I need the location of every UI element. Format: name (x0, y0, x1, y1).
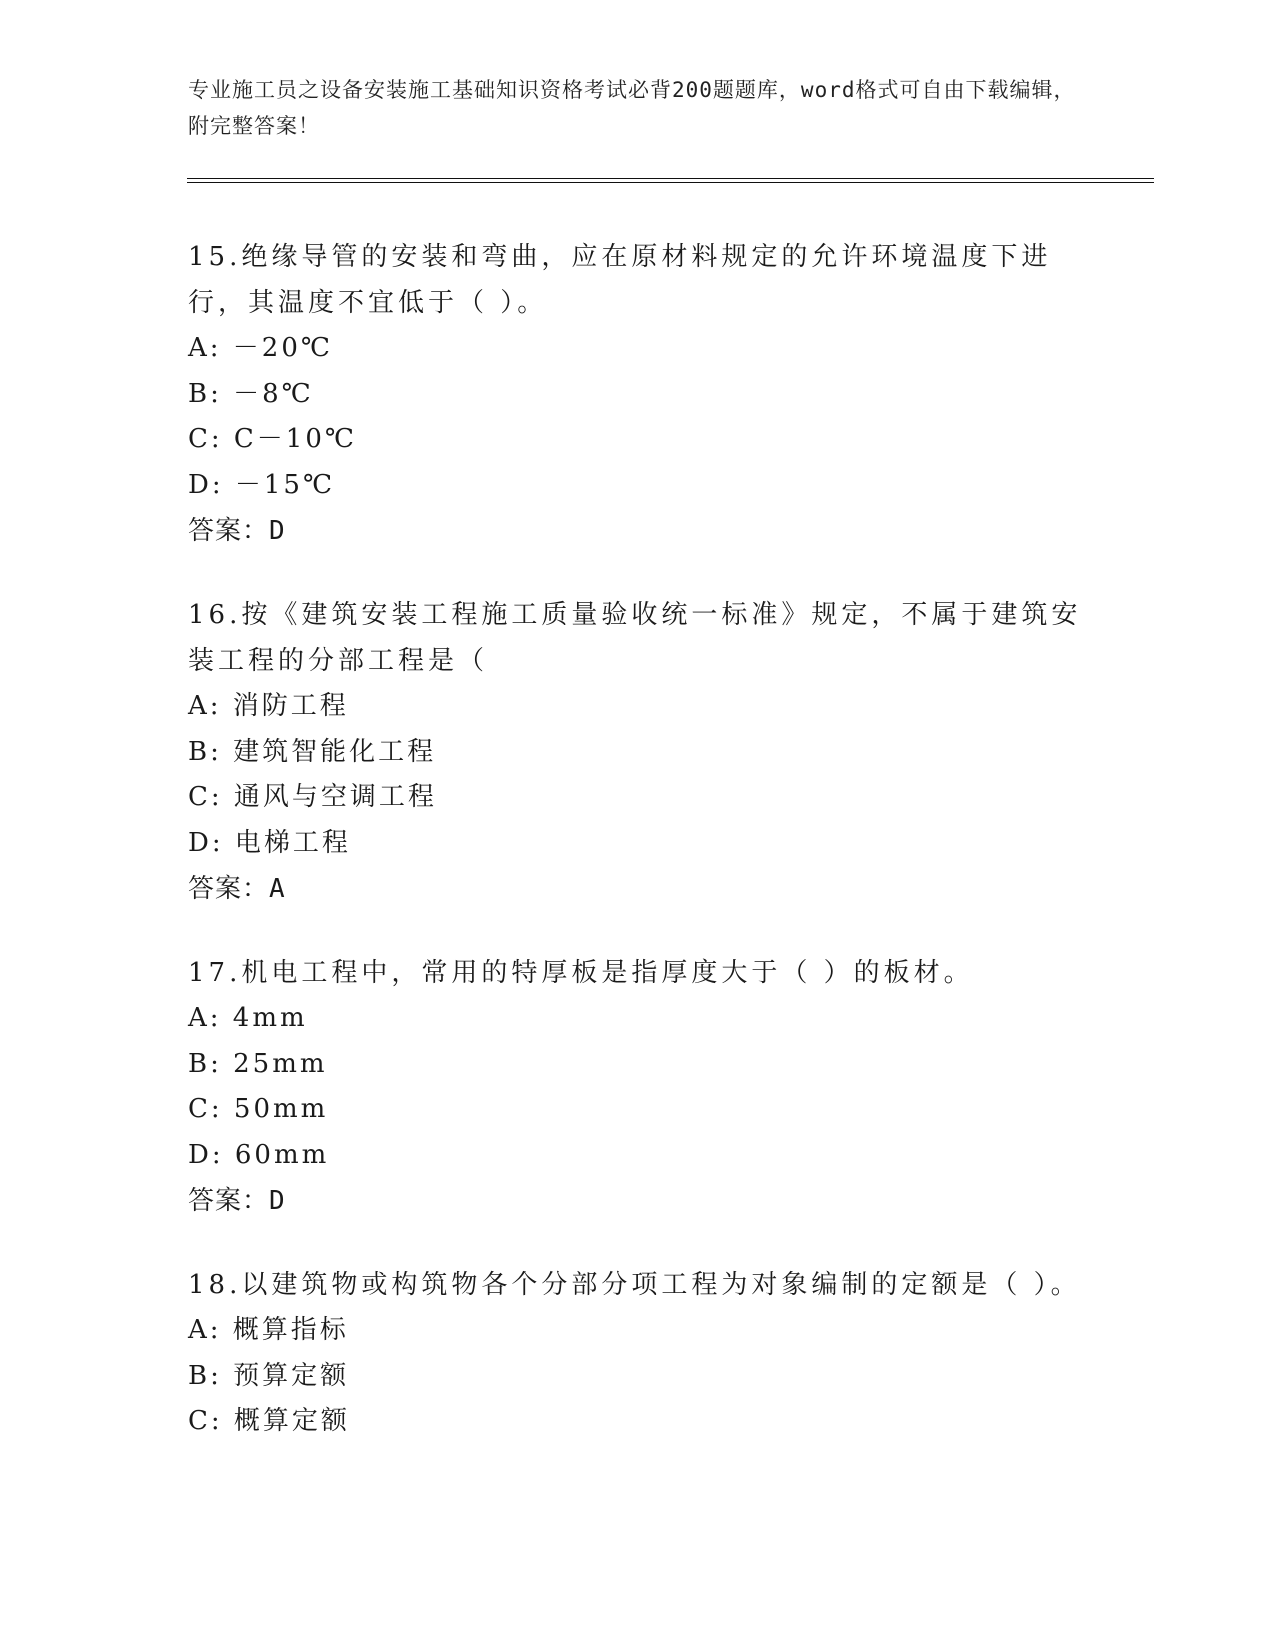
option-d: D: 电梯工程 (188, 827, 351, 858)
question-16 (188, 592, 1088, 912)
option-d: D: －15℃ (188, 469, 336, 500)
option-b: B: 25mm (188, 1048, 328, 1079)
option-a: A: －20℃ (188, 333, 333, 363)
option-a: A: 消防工程 (188, 691, 349, 721)
option-b: B: 建筑智能化工程 (188, 736, 437, 767)
option-a: A: 4mm (188, 1003, 308, 1033)
answer: 答案：D (188, 516, 286, 546)
question-17 (188, 950, 1088, 1224)
question-text: 15.绝缘导管的安装和弯曲，应在原材料规定的允许环境温度下进行，其温度不宜低于（ ）。 (188, 242, 1052, 318)
answer: 答案：D (188, 1186, 286, 1216)
option-c: C: C－10℃ (188, 424, 357, 454)
option-c: C: 50mm (188, 1094, 329, 1124)
option-c: C: 通风与空调工程 (188, 782, 437, 812)
option-c: C: 概算定额 (188, 1406, 350, 1436)
option-d: D: 60mm (188, 1139, 330, 1170)
question-list (188, 234, 1088, 1483)
document-header: 专业施工员之设备安装施工基础知识资格考试必背200题题库，word格式可自由下载编辑，附完整答案！ (188, 78, 1076, 138)
question-text: 17.机电工程中，常用的特厚板是指厚度大于（ ）的板材。 (188, 958, 974, 988)
header-rule-bottom (187, 182, 1154, 183)
question-15 (188, 234, 1088, 554)
header-rule-top (187, 178, 1154, 179)
answer: 答案：A (188, 874, 286, 904)
question-18 (188, 1262, 1088, 1445)
option-a: A: 概算指标 (188, 1315, 349, 1345)
option-b: B: －8℃ (188, 378, 314, 409)
question-text: 16.按《建筑安装工程施工质量验收统一标准》规定，不属于建筑安装工程的分部工程是（ (188, 600, 1082, 676)
option-b: B: 预算定额 (188, 1360, 350, 1391)
question-text: 18.以建筑物或构筑物各个分部分项工程为对象编制的定额是（ ）。 (188, 1270, 1081, 1300)
